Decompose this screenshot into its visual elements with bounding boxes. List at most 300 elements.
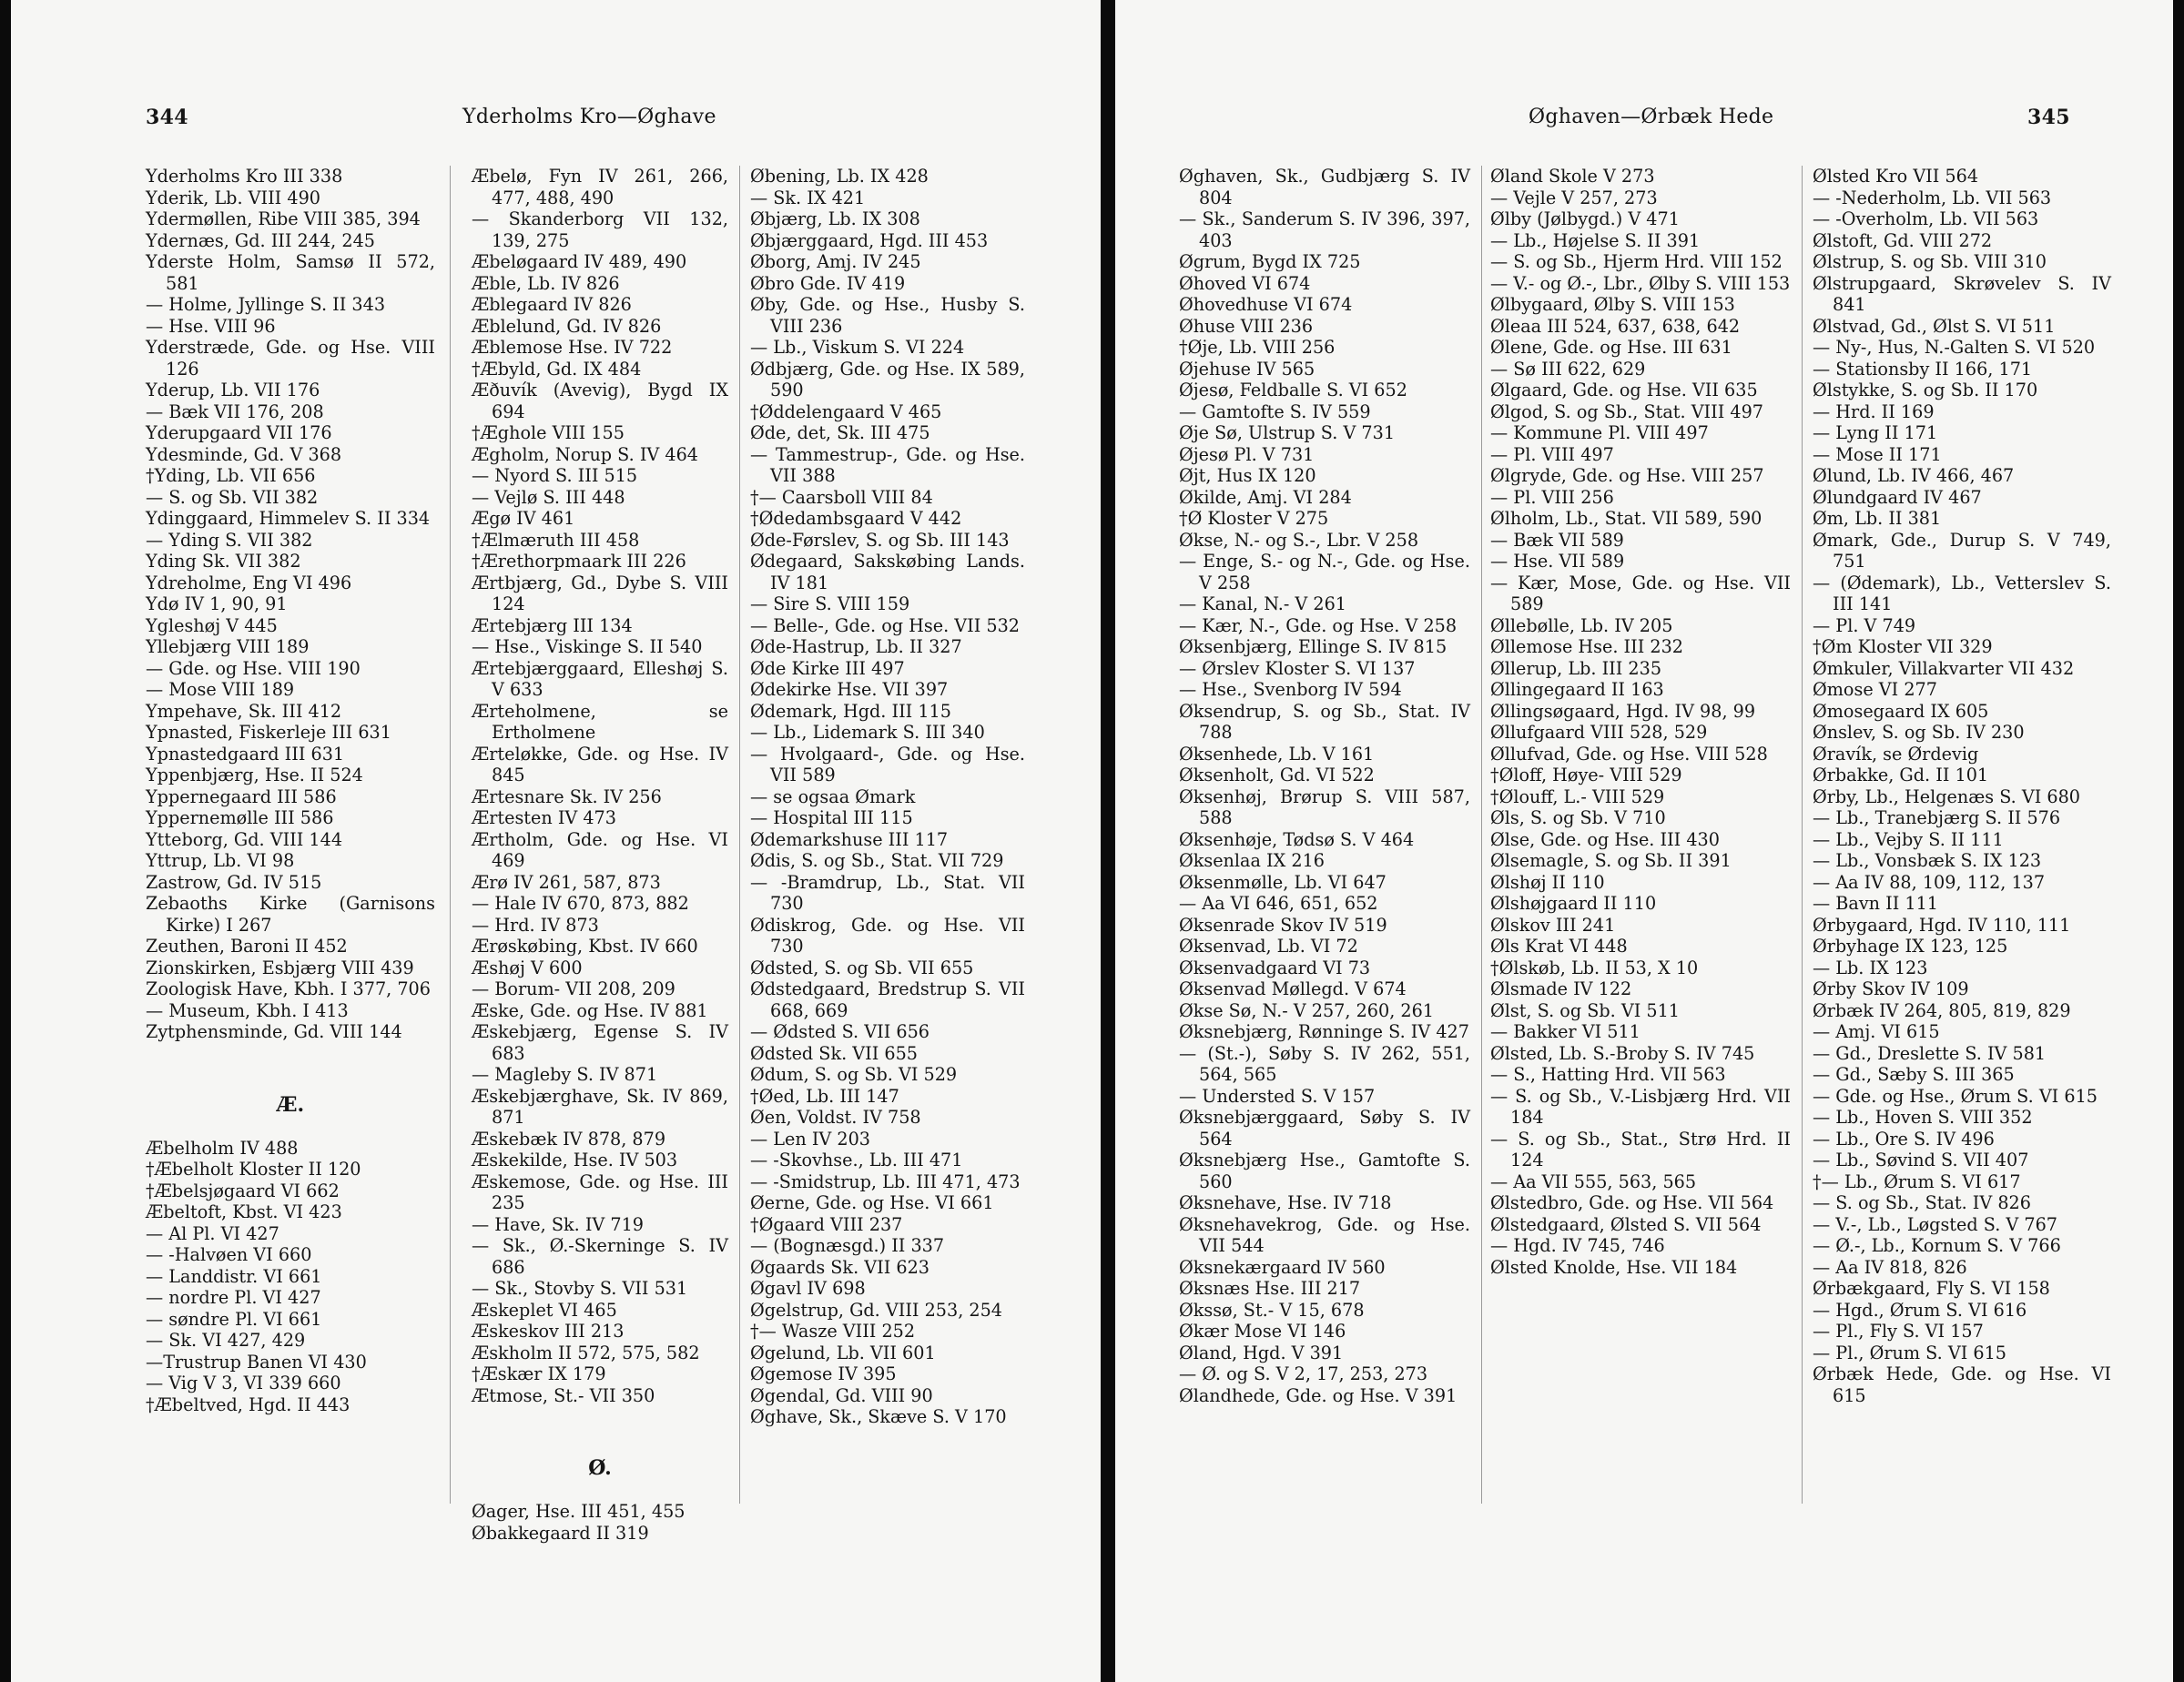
- index-entry: Øksnebjærg Hse., Gamtofte S. 560: [1179, 1150, 1470, 1192]
- index-entry: — -Overholm, Lb. VII 563: [1813, 208, 2039, 229]
- index-entry: Ørby Skov IV 109: [1813, 978, 1969, 999]
- index-entry: Ypnasted, Fiskerleje III 631: [146, 722, 391, 743]
- index-entry: †Øje, Lb. VIII 256: [1179, 337, 1336, 358]
- index-entry: Øls, S. og Sb. V 710: [1490, 807, 1666, 828]
- index-entry: Æskemose, Gde. og Hse. III 235: [472, 1170, 728, 1213]
- index-entry: — Lb., Højelse S. II 391: [1490, 229, 1701, 251]
- index-entry: —Trustrup Banen VI 430: [146, 1351, 367, 1373]
- index-entry: — Gde. og Hse., Ørum S. VI 615: [1813, 1085, 2098, 1107]
- index-entry: — se ogsaa Ømark: [750, 785, 916, 807]
- index-entry: Øgelund, Lb. VII 601: [750, 1342, 936, 1363]
- index-entry: Øleaa III 524, 637, 638, 642: [1490, 315, 1741, 337]
- index-entry: — S. og Sb., Stat., Strø Hrd. II 124: [1490, 1128, 1791, 1170]
- index-entry: Ølund, Lb. IV 466, 467: [1813, 465, 2015, 486]
- index-entry: Ølse, Gde. og Hse. III 430: [1490, 828, 1720, 850]
- index-entry: — Skanderborg VII 132, 139, 275: [472, 208, 728, 251]
- index-entry: Øbakkegaard II 319: [472, 1522, 649, 1544]
- index-entry: — Lb., Viskum S. VI 224: [750, 337, 965, 358]
- index-entry: Æble, Lb. IV 826: [472, 272, 620, 294]
- index-entry: — Lb., Vonsbæk S. IX 123: [1813, 850, 2042, 871]
- index-entry: — Lb., Søvind S. VII 407: [1813, 1150, 2029, 1170]
- index-entry: Øllingsøgaard, Hgd. IV 98, 99: [1490, 700, 1756, 722]
- index-entry: — Hrd. II 169: [1813, 400, 1935, 422]
- index-entry: Øje Sø, Ulstrup S. V 731: [1179, 422, 1396, 443]
- index-entry: Øravík, se Ørdevig: [1813, 743, 1979, 765]
- index-entry: — Sk. VI 427, 429: [146, 1330, 306, 1351]
- index-entry: Ydermøllen, Ribe VIII 385, 394: [146, 208, 421, 229]
- index-entry: — Sk., Sanderum S. IV 396, 397, 403: [1179, 208, 1470, 251]
- index-entry: — Borum- VII 208, 209: [472, 978, 676, 999]
- index-entry: — Aa IV 88, 109, 112, 137: [1813, 871, 2046, 893]
- index-entry: †Ølskøb, Lb. II 53, X 10: [1490, 957, 1699, 978]
- index-entry: †Øddelengaard V 465: [750, 400, 942, 422]
- page-number: 344: [146, 106, 188, 129]
- index-entry: Øksenrade Skov IV 519: [1179, 914, 1387, 936]
- index-entry: — Hse., Svenborg IV 594: [1179, 679, 1402, 700]
- index-entry: — Bæk VII 589: [1490, 529, 1624, 551]
- index-entry: — Hgd., Ørum S. VI 616: [1813, 1299, 2027, 1321]
- index-entry: †Æghole VIII 155: [472, 422, 625, 443]
- index-entry: — Hse., Viskinge S. II 540: [472, 636, 703, 657]
- index-entry: — Sire S. VIII 159: [750, 593, 910, 614]
- index-entry: — (Bognæsgd.) II 337: [750, 1235, 945, 1256]
- index-entry: Ølgod, S. og Sb., Stat. VIII 497: [1490, 400, 1764, 422]
- index-entry: Ærtholm, Gde. og Hse. VI 469: [472, 828, 728, 871]
- index-entry: Øbening, Lb. IX 428: [750, 166, 929, 187]
- index-entry: †Ødedambsgaard V 442: [750, 508, 962, 529]
- column-divider: [1481, 166, 1482, 1504]
- index-entry: †Øloff, Høye- VIII 529: [1490, 765, 1682, 785]
- index-entry: Æshøj V 600: [472, 957, 583, 978]
- index-entry: — Museum, Kbh. I 413: [146, 999, 349, 1021]
- index-entry: Ærtesten IV 473: [472, 807, 616, 828]
- index-entry: Ølstykke, S. og Sb. II 170: [1813, 380, 2038, 400]
- index-entry: Æblelund, Gd. IV 826: [472, 315, 662, 337]
- index-entry: Økær Mose VI 146: [1179, 1321, 1346, 1342]
- index-entry: Øby, Gde. og Hse., Husby S. VIII 236: [750, 294, 1025, 337]
- index-entry: Øerne, Gde. og Hse. VI 661: [750, 1192, 994, 1213]
- index-entry: Ølstrup, S. og Sb. VIII 310: [1813, 251, 2047, 272]
- index-entry: Ølsted Knolde, Hse. VII 184: [1490, 1256, 1738, 1278]
- index-entry: Zastrow, Gd. IV 515: [146, 871, 322, 893]
- index-entry: Ølgryde, Gde. og Hse. VIII 257: [1490, 465, 1764, 486]
- index-entry: Zebaoths Kirke (Garnisons Kirke) I 267: [146, 893, 435, 936]
- index-entry: Æbelø, Fyn IV 261, 266, 477, 488, 490: [472, 166, 728, 208]
- index-entry: Øksnekærgaard IV 560: [1179, 1256, 1386, 1278]
- index-entry: Øksenhøj, Brørup S. VIII 587, 588: [1179, 785, 1470, 828]
- index-entry: — Pl. VIII 256: [1490, 486, 1614, 508]
- index-entry: — Aa IV 818, 826: [1813, 1256, 1967, 1278]
- index-entry: Ørbækgaard, Fly S. VI 158: [1813, 1278, 2050, 1299]
- index-entry: Ygleshøj V 445: [146, 614, 278, 636]
- index-entry: †Øm Kloster VII 329: [1813, 636, 1993, 657]
- index-entry: Æbelholm IV 488: [146, 1137, 299, 1159]
- index-entry: Øland Skole V 273: [1490, 166, 1655, 187]
- index-entry: Ølshøjgaard II 110: [1490, 893, 1657, 914]
- index-column-1: [1179, 166, 1470, 1504]
- index-entry: Ølsted Kro VII 564: [1813, 166, 1979, 187]
- index-entry: Ærø IV 261, 587, 873: [472, 871, 661, 893]
- index-entry: Ølshøj II 110: [1490, 871, 1605, 893]
- index-entry: — Lb., Ore S. IV 496: [1813, 1128, 1995, 1150]
- index-entry: — Bakker VI 511: [1490, 1021, 1641, 1042]
- index-entry: Ærtebjærggaard, Elleshøj S. V 633: [472, 657, 728, 700]
- index-entry: Ømkuler, Villakvarter VII 432: [1813, 657, 2075, 679]
- index-entry: — Kanal, N.- V 261: [1179, 593, 1347, 614]
- index-entry: Ødum, S. og Sb. VI 529: [750, 1064, 958, 1085]
- index-entry: — Bavn II 111: [1813, 893, 1939, 914]
- index-entry: Ødsted Sk. VII 655: [750, 1042, 919, 1064]
- index-entry: Ølbygaard, Ølby S. VIII 153: [1490, 294, 1735, 315]
- index-entry: Øksenvad, Lb. VI 72: [1179, 936, 1358, 957]
- index-entry: Øbjærggaard, Hgd. III 453: [750, 229, 989, 251]
- index-entry: Yllebjærg VIII 189: [146, 636, 310, 657]
- index-entry: Øgelstrup, Gd. VIII 253, 254: [750, 1299, 1003, 1321]
- index-entry: Øgemose IV 395: [750, 1363, 897, 1384]
- index-entry: Øde Kirke III 497: [750, 657, 905, 679]
- index-entry: Ølgaard, Gde. og Hse. VII 635: [1490, 380, 1758, 400]
- index-entry: — Gd., Dreslette S. IV 581: [1813, 1042, 2047, 1064]
- index-entry: Ølsmade IV 122: [1490, 978, 1632, 999]
- index-entry: Øgavl IV 698: [750, 1278, 866, 1299]
- index-entry: — Mose VIII 189: [146, 679, 295, 700]
- index-entry: Ødemarkshuse III 117: [750, 828, 949, 850]
- index-entry: Ydinggaard, Himmelev S. II 334: [146, 508, 431, 529]
- running-head: Øghaven—Ørbæk Hede: [1529, 106, 1774, 128]
- index-entry: Øjesø, Feldballe S. VI 652: [1179, 380, 1407, 400]
- index-entry: — Sk., Ø.-Skerninge S. IV 686: [472, 1235, 728, 1278]
- index-entry: — Sø III 622, 629: [1490, 358, 1646, 380]
- index-entry: Øksnebjærggaard, Søby S. IV 564: [1179, 1107, 1470, 1150]
- index-entry: — Lb., Hoven S. VIII 352: [1813, 1107, 2033, 1128]
- index-entry: †Ø Kloster V 275: [1179, 508, 1329, 529]
- index-entry: — (St.-), Søby S. IV 262, 551, 564, 565: [1179, 1042, 1470, 1085]
- index-entry: Ønslev, S. og Sb. IV 230: [1813, 722, 2025, 743]
- index-entry: — V.-, Lb., Løgsted S. V 767: [1813, 1213, 2057, 1235]
- index-entry: — Lb., Lidemark S. III 340: [750, 722, 985, 743]
- index-entry: Øksenhede, Lb. V 161: [1179, 743, 1375, 765]
- index-entry: — Lb., Vejby S. II 111: [1813, 828, 2004, 850]
- index-entry: Ørbygaard, Hgd. IV 110, 111: [1813, 914, 2071, 936]
- index-entry: Økssø, St.- V 15, 678: [1179, 1299, 1365, 1321]
- index-entry: Yding Sk. VII 382: [146, 551, 301, 572]
- index-entry: Øgrum, Bygd IX 725: [1179, 251, 1361, 272]
- index-entry: — -Skovhse., Lb. III 471: [750, 1150, 963, 1170]
- index-entry: — V.- og Ø.-, Lbr., Ølby S. VIII 153: [1490, 272, 1791, 294]
- index-entry: Ærteløkke, Gde. og Hse. IV 845: [472, 743, 728, 785]
- index-entry: Øghaven, Sk., Gudbjærg S. IV 804: [1179, 166, 1470, 208]
- index-entry: †Ærethorpmaark III 226: [472, 551, 686, 572]
- index-entry: — S. og Sb., Hjerm Hrd. VIII 152: [1490, 251, 1783, 272]
- index-entry: — Ørslev Kloster S. VI 137: [1179, 657, 1416, 679]
- index-entry: Ytteborg, Gd. VIII 144: [146, 828, 343, 850]
- index-entry: Økse Sø, N.- V 257, 260, 261: [1179, 999, 1435, 1021]
- index-entry: Ærtesnare Sk. IV 256: [472, 785, 662, 807]
- section-letter-ae: Æ.: [276, 1092, 305, 1117]
- index-entry: — Aa VI 646, 651, 652: [1179, 893, 1378, 914]
- index-entry: — -Nederholm, Lb. VII 563: [1813, 187, 2052, 208]
- index-entry: Øllebølle, Lb. IV 205: [1490, 614, 1673, 636]
- index-entry: Ølstoft, Gd. VIII 272: [1813, 229, 1993, 251]
- index-entry: Ølsemagle, S. og Sb. II 391: [1490, 850, 1732, 871]
- index-entry: Æskekilde, Hse. IV 503: [472, 1150, 678, 1170]
- index-entry: — Amj. VI 615: [1813, 1021, 1940, 1042]
- index-entry: Æðuvík (Avevig), Bygd IX 694: [472, 380, 728, 422]
- index-entry: Øghave, Sk., Skæve S. V 170: [750, 1406, 1007, 1427]
- index-entry: Yderup, Lb. VII 176: [146, 380, 320, 400]
- index-entry: — Have, Sk. IV 719: [472, 1213, 644, 1235]
- index-entry: Øksendrup, S. og Sb., Stat. IV 788: [1179, 700, 1470, 743]
- index-entry: Øllufgaard VIII 528, 529: [1490, 722, 1708, 743]
- index-entry: Ægø IV 461: [472, 508, 575, 529]
- index-entry: Ømosegaard IX 605: [1813, 700, 1989, 722]
- index-entry: Ødstedgaard, Bredstrup S. VII 668, 669: [750, 978, 1025, 1021]
- index-entry: Ølstvad, Gd., Ølst S. VI 511: [1813, 315, 2056, 337]
- index-entry: — Tammestrup-, Gde. og Hse. VII 388: [750, 443, 1025, 486]
- index-entry: — Sk. IX 421: [750, 187, 866, 208]
- index-entry: — Len IV 203: [750, 1128, 870, 1150]
- index-entry: Ølandhede, Gde. og Hse. V 391: [1179, 1384, 1458, 1406]
- index-column-3: [1813, 166, 2111, 1504]
- index-entry: Ødekirke Hse. VII 397: [750, 679, 949, 700]
- index-entry: †— Lb., Ørum S. VI 617: [1813, 1170, 2021, 1192]
- index-entry: Øksnehave, Hse. IV 718: [1179, 1192, 1392, 1213]
- index-entry: †Yding, Lb. VII 656: [146, 465, 316, 486]
- index-entry: — Aa VII 555, 563, 565: [1490, 1170, 1697, 1192]
- index-entry: Æskebjærghave, Sk. IV 869, 871: [472, 1085, 728, 1128]
- index-entry: Øland, Hgd. V 391: [1179, 1342, 1344, 1363]
- index-entry: Yttrup, Lb. VI 98: [146, 850, 295, 871]
- index-entry: Æskholm II 572, 575, 582: [472, 1342, 700, 1363]
- index-entry: Yderupgaard VII 176: [146, 422, 332, 443]
- index-entry: — Mose II 171: [1813, 443, 1942, 465]
- index-entry: — Gd., Sæby S. III 365: [1813, 1064, 2015, 1085]
- right-page: [1115, 0, 2173, 1682]
- index-entry: Ympehave, Sk. III 412: [146, 700, 342, 722]
- index-entry: Zytphensminde, Gd. VIII 144: [146, 1021, 402, 1042]
- index-entry: †— Caarsboll VIII 84: [750, 486, 933, 508]
- index-entry: Zeuthen, Baroni II 452: [146, 936, 348, 957]
- index-entry: — Ødsted S. VII 656: [750, 1021, 929, 1042]
- index-entry: Ætmose, St.- VII 350: [472, 1384, 655, 1406]
- index-entry: Ømark, Gde., Durup S. V 749, 751: [1813, 529, 2111, 572]
- index-entry: †Æbelholt Kloster II 120: [146, 1159, 361, 1180]
- index-entry: Øen, Voldst. IV 758: [750, 1107, 921, 1128]
- index-entry: Øgaards Sk. VII 623: [750, 1256, 929, 1278]
- index-entry: Øksnæs Hse. III 217: [1179, 1278, 1361, 1299]
- index-entry: Øllemose Hse. III 232: [1490, 636, 1683, 657]
- index-entry: Øksenholt, Gd. VI 522: [1179, 765, 1375, 785]
- index-entry: Øksenbjærg, Ellinge S. IV 815: [1179, 636, 1448, 657]
- index-entry: Zoologisk Have, Kbh. I 377, 706: [146, 978, 431, 999]
- index-entry: — Hale IV 670, 873, 882: [472, 893, 689, 914]
- index-entry: — (Ødemark), Lb., Vetterslev S. III 141: [1813, 572, 2111, 614]
- index-entry: — Hrd. IV 873: [472, 914, 599, 936]
- index-entry: Øbro Gde. IV 419: [750, 272, 906, 294]
- index-entry: — Lb. IX 123: [1813, 957, 1928, 978]
- index-column-3: [750, 166, 1025, 1504]
- index-entry: Ødiskrog, Gde. og Hse. VII 730: [750, 914, 1025, 957]
- index-entry: Øllufvad, Gde. og Hse. VIII 528: [1490, 743, 1768, 765]
- index-entry: — Pl., Fly S. VI 157: [1813, 1321, 1984, 1342]
- index-entry: Øjesø Pl. V 731: [1179, 443, 1315, 465]
- index-entry: — S., Hatting Hrd. VII 563: [1490, 1064, 1726, 1085]
- index-entry: — Bæk VII 176, 208: [146, 400, 324, 422]
- index-entry: — Hospital III 115: [750, 807, 913, 828]
- section-letter-oe: Ø.: [588, 1456, 612, 1480]
- index-entry: — -Smidstrup, Lb. III 471, 473: [750, 1170, 1021, 1192]
- index-entry: — Nyord S. III 515: [472, 465, 638, 486]
- index-entry: Yderstræde, Gde. og Hse. VIII 126: [146, 337, 435, 380]
- index-entry: Øksenlaa IX 216: [1179, 850, 1325, 871]
- index-entry: Øllingegaard II 163: [1490, 679, 1664, 700]
- index-entry: — Gamtofte S. IV 559: [1179, 400, 1371, 422]
- index-entry: Øhuse VIII 236: [1179, 315, 1314, 337]
- index-entry: Øde-Hastrup, Lb. II 327: [750, 636, 962, 657]
- index-entry: Ærtebjærg III 134: [472, 614, 633, 636]
- index-entry: †Æbyld, Gd. IX 484: [472, 358, 642, 380]
- index-entry: Æskebjærg, Egense S. IV 683: [472, 1021, 728, 1064]
- index-entry: Ødbjærg, Gde. og Hse. IX 589, 590: [750, 358, 1025, 400]
- index-column-2: [472, 166, 728, 1544]
- index-entry: Øksnehavekrog, Gde. og Hse. VII 544: [1179, 1213, 1470, 1256]
- index-entry: — Ny-, Hus, N.-Galten S. VI 520: [1813, 337, 2096, 358]
- index-entry: Ørby, Lb., Helgenæs S. VI 680: [1813, 785, 2081, 807]
- index-entry: Ølene, Gde. og Hse. III 631: [1490, 337, 1732, 358]
- index-entry: †Æbeltved, Hgd. II 443: [146, 1393, 350, 1415]
- index-entry: — Lb., Tranebjærg S. II 576: [1813, 807, 2061, 828]
- index-entry: Ørbæk IV 264, 805, 819, 829: [1813, 999, 2071, 1021]
- index-entry: †Æskær IX 179: [472, 1363, 606, 1384]
- index-entry: Ødsted, S. og Sb. VII 655: [750, 957, 974, 978]
- index-entry: †Æbelsjøgaard VI 662: [146, 1180, 340, 1201]
- index-entry: Øgendal, Gd. VIII 90: [750, 1384, 933, 1406]
- index-entry: Øm, Lb. II 381: [1813, 508, 1942, 529]
- index-entry: Ydernæs, Gd. III 244, 245: [146, 229, 376, 251]
- index-entry: Ydø IV 1, 90, 91: [146, 593, 288, 614]
- index-entry: — Gde. og Hse. VIII 190: [146, 657, 361, 679]
- index-entry: Ægholm, Norup S. IV 464: [472, 443, 698, 465]
- index-entry: Zionskirken, Esbjærg VIII 439: [146, 957, 414, 978]
- index-entry: Øls Krat VI 448: [1490, 936, 1628, 957]
- index-entry: — Sk., Stovby S. VII 531: [472, 1278, 688, 1299]
- index-entry: Øhovedhuse VI 674: [1179, 294, 1353, 315]
- index-entry: Øksenhøje, Tødsø S. V 464: [1179, 828, 1415, 850]
- index-entry: Økilde, Amj. VI 284: [1179, 486, 1352, 508]
- index-entry: Øde, det, Sk. III 475: [750, 422, 930, 443]
- index-entry: — Kær, Mose, Gde. og Hse. VII 589: [1490, 572, 1791, 614]
- entry-list: [146, 1138, 435, 1416]
- index-entry: Yppenbjærg, Hse. II 524: [146, 765, 363, 785]
- index-entry: Æske, Gde. og Hse. IV 881: [472, 999, 708, 1021]
- index-entry: — Kommune Pl. VIII 497: [1490, 422, 1709, 443]
- index-entry: Ærtbjærg, Gd., Dybe S. VIII 124: [472, 572, 728, 614]
- index-entry: Ydesminde, Gd. V 368: [146, 443, 342, 465]
- index-entry: Ypnastedgaard III 631: [146, 743, 345, 765]
- index-entry: Ørbæk Hede, Gde. og Hse. VI 615: [1813, 1363, 2111, 1406]
- index-entry: Æblegaard IV 826: [472, 294, 632, 315]
- index-entry: — Hvolgaard-, Gde. og Hse. VII 589: [750, 743, 1025, 785]
- index-entry: — Hse. VIII 96: [146, 315, 276, 337]
- index-entry: Øjehuse IV 565: [1179, 358, 1315, 380]
- index-entry: — Hse. VII 589: [1490, 551, 1625, 572]
- index-entry: †Ølouff, L.- VIII 529: [1490, 785, 1665, 807]
- index-entry: Øksenvadgaard VI 73: [1179, 957, 1371, 978]
- index-entry: Øllerup, Lb. III 235: [1490, 657, 1662, 679]
- index-entry: Ølstedbro, Gde. og Hse. VII 564: [1490, 1192, 1774, 1213]
- left-page: [11, 0, 1101, 1682]
- index-column-1: [146, 166, 435, 1504]
- index-entry: Ølst, S. og Sb. VI 511: [1490, 999, 1680, 1021]
- index-entry: Ølstrupgaard, Skrøvelev S. IV 841: [1813, 272, 2111, 315]
- index-entry: Ølsted, Lb. S.-Broby S. IV 745: [1490, 1042, 1755, 1064]
- index-entry: Æskeplet VI 465: [472, 1299, 617, 1321]
- column-divider: [739, 166, 740, 1504]
- entry-list: [472, 1501, 728, 1544]
- index-entry: Øksnebjærg, Rønninge S. IV 427: [1179, 1021, 1469, 1042]
- index-entry: Æblemose Hse. IV 722: [472, 337, 673, 358]
- index-entry: — Yding S. VII 382: [146, 529, 313, 551]
- index-entry: — nordre Pl. VI 427: [146, 1287, 321, 1308]
- index-entry: Ødegaard, Sakskøbing Lands. IV 181: [750, 551, 1025, 593]
- index-entry: — Vejlø S. III 448: [472, 486, 625, 508]
- index-entry: — Hgd. IV 745, 746: [1490, 1235, 1665, 1256]
- column-divider: [1802, 166, 1803, 1504]
- index-entry: Ødemark, Hgd. III 115: [750, 700, 951, 722]
- index-entry: Ærteholmene, se Ertholmene: [472, 700, 728, 743]
- index-entry: †— Wasze VIII 252: [750, 1321, 916, 1342]
- index-entry: †Øgaard VIII 237: [750, 1213, 903, 1235]
- entry-list: [146, 166, 435, 1043]
- index-entry: — Understed S. V 157: [1179, 1085, 1376, 1107]
- index-entry: — Belle-, Gde. og Hse. VII 532: [750, 614, 1021, 636]
- index-entry: — S. og Sb., V.-Lisbjærg Hrd. VII 184: [1490, 1085, 1791, 1128]
- index-entry: Yppernemølle III 586: [146, 807, 334, 828]
- index-entry: — Enge, S.- og N.-, Gde. og Hse. V 258: [1179, 551, 1470, 593]
- index-entry: Yderholms Kro III 338: [146, 166, 343, 187]
- index-entry: Øde-Førslev, S. og Sb. III 143: [750, 529, 1010, 551]
- index-entry: — Vig V 3, VI 339 660: [146, 1373, 341, 1393]
- index-entry: Ølundgaard IV 467: [1813, 486, 1982, 508]
- index-entry: Æbeltoft, Kbst. VI 423: [146, 1201, 342, 1222]
- index-entry: Æskebæk IV 878, 879: [472, 1128, 666, 1150]
- index-entry: — Pl. VIII 497: [1490, 443, 1614, 465]
- index-entry: Æbeløgaard IV 489, 490: [472, 251, 687, 272]
- index-entry: — Pl., Ørum S. VI 615: [1813, 1342, 2007, 1363]
- index-entry: †Ælmæruth III 458: [472, 529, 640, 551]
- index-entry: Ølby (Jølbygd.) V 471: [1490, 208, 1680, 229]
- index-entry: — S. og Sb., Stat. IV 826: [1813, 1192, 2031, 1213]
- index-entry: — Al Pl. VI 427: [146, 1222, 279, 1244]
- index-entry: — Kær, N.-, Gde. og Hse. V 258: [1179, 614, 1458, 636]
- index-entry: Ærøskøbing, Kbst. IV 660: [472, 936, 698, 957]
- index-entry: — Vejle V 257, 273: [1490, 187, 1658, 208]
- index-entry: Ølholm, Lb., Stat. VII 589, 590: [1490, 508, 1762, 529]
- index-entry: — Pl. V 749: [1813, 614, 1916, 636]
- page-number: 345: [2027, 106, 2070, 129]
- index-entry: — Magleby S. IV 871: [472, 1064, 658, 1085]
- index-entry: — Landdistr. VI 661: [146, 1265, 322, 1287]
- index-entry: Øager, Hse. III 451, 455: [472, 1501, 686, 1522]
- index-entry: Æskeskov III 213: [472, 1321, 625, 1342]
- index-entry: — Stationsby II 166, 171: [1813, 358, 2033, 380]
- index-entry: Øhoved VI 674: [1179, 272, 1311, 294]
- index-entry: Øksenmølle, Lb. VI 647: [1179, 871, 1387, 893]
- index-entry: †Øed, Lb. III 147: [750, 1085, 899, 1107]
- index-entry: Øbjærg, Lb. IX 308: [750, 208, 920, 229]
- index-column-2: [1490, 166, 1791, 1504]
- index-entry: Øjt, Hus IX 120: [1179, 465, 1316, 486]
